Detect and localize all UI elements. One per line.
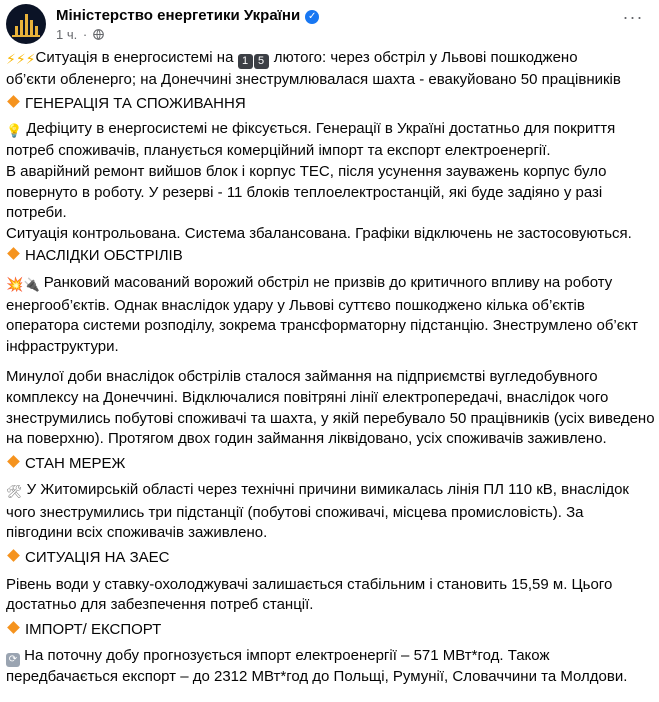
paragraph-line: півгодини всіх споживачів заживлено. bbox=[6, 524, 268, 542]
orange-diamond-icon bbox=[7, 549, 20, 562]
paragraph-line bbox=[6, 273, 651, 296]
explosion-icon: 💥 bbox=[6, 275, 24, 292]
post-meta bbox=[56, 27, 104, 42]
paragraph-line: Ситуація контрольована. Система збалансована. Графіки відключень не застосовуються. bbox=[6, 224, 632, 242]
paragraph-text: На поточну добу прогнозується імпорт електроенергії – 571 МВт*год. Також bbox=[20, 647, 550, 665]
section-title: ГЕНЕРАЦІЯ ТА СПОЖИВАННЯ bbox=[25, 95, 246, 113]
keycap-digit-icon: 1 bbox=[238, 54, 253, 69]
section-heading bbox=[6, 620, 651, 641]
orange-diamond-icon bbox=[7, 95, 20, 108]
paragraph-line: Рівень води у ставку-охолоджувачі залишається стабільним і становить 15,59 м. Цього bbox=[6, 575, 613, 593]
section-title: НАСЛІДКИ ОБСТРІЛІВ bbox=[25, 247, 183, 265]
headline-line bbox=[6, 48, 651, 70]
paragraph-line: знеструмились побутові споживачі та шахта, у якій перебувало 50 працівників (усіх виведено bbox=[6, 409, 655, 427]
paragraph-line: потреб споживачів, планується комерційний імпорт та експорт електроенергії. bbox=[6, 142, 551, 160]
section-title: ІМПОРТ/ ЕКСПОРТ bbox=[25, 620, 162, 638]
paragraph-text: У Житомирській області через технічні причини вимикалась лінія ПЛ 110 кВ, внаслідок bbox=[22, 481, 629, 499]
paragraph-text: Дефіциту в енергосистемі не фіксується. Генерації в Україні достатньо для покриття bbox=[22, 119, 616, 137]
paragraph-line: енергооб’єктів. Однак внаслідок удару у Львові суттєво пошкоджено кілька об’єктів bbox=[6, 296, 585, 314]
section-heading bbox=[6, 548, 651, 569]
section-heading bbox=[6, 94, 651, 115]
orange-diamond-icon bbox=[7, 621, 20, 634]
section-heading bbox=[6, 246, 651, 267]
paragraph-line: Минулої доби внаслідок обстрілів сталося займання на підприємстві вугледобувного bbox=[6, 368, 598, 386]
keycap-digit-icon: 5 bbox=[254, 54, 269, 69]
avatar-logo-bar bbox=[20, 20, 23, 36]
verified-badge-icon: ✓ bbox=[305, 10, 319, 24]
paragraph-line: інфраструктури. bbox=[6, 337, 119, 355]
paragraph-line bbox=[6, 119, 651, 142]
paragraph-line: достатньо для забезпечення потреб станції. bbox=[6, 596, 314, 614]
more-options-button[interactable]: ··· bbox=[622, 7, 644, 27]
avatar-logo-base bbox=[12, 35, 40, 37]
paragraph-text: Ранковий масований ворожий обстріл не призвів до критичного впливу на роботу bbox=[39, 273, 613, 291]
headline-line: об’єкти обленерго; на Донеччині знеструмлювалася шахта - евакуйовано 50 працівників bbox=[6, 70, 621, 88]
headline-text: лютого: через обстріл у Львові пошкоджено bbox=[269, 49, 578, 66]
paragraph-line: на поверхню). Протягом двох годин займання ліквідовано, усіх споживачів заживлено. bbox=[6, 430, 607, 448]
globe-icon[interactable] bbox=[93, 29, 104, 40]
paragraph-line bbox=[6, 646, 651, 667]
repeat-arrows-icon: ⟳ bbox=[6, 653, 20, 667]
section-title: СИТУАЦІЯ НА ЗАЕС bbox=[25, 549, 170, 567]
headline-text: Ситуація в енергосистемі на bbox=[35, 49, 238, 66]
avatar-logo-bar bbox=[30, 20, 33, 36]
post-header bbox=[6, 4, 659, 44]
post-body bbox=[6, 48, 655, 688]
paragraph-line: В аварійний ремонт вийшов блок і корпус ТЕС, після усунення зауважень корпус було bbox=[6, 162, 607, 180]
section-title: СТАН МЕРЕЖ bbox=[25, 454, 126, 472]
meta-separator: · bbox=[82, 27, 88, 42]
page-name-text: Міністерство енергетики України bbox=[56, 7, 301, 24]
post-timestamp[interactable]: 1 ч. bbox=[56, 27, 78, 42]
paragraph-line: потреби. bbox=[6, 204, 67, 222]
page-name-link[interactable] bbox=[56, 7, 319, 24]
avatar-logo-bar bbox=[25, 14, 28, 36]
orange-diamond-icon bbox=[7, 247, 20, 260]
page-avatar[interactable] bbox=[6, 4, 46, 44]
paragraph-line: повернуто в роботу. У резерві - 11 блоків теплоелектростанцій, які буде задіяно у разі bbox=[6, 183, 603, 201]
tools-icon: 🛠 bbox=[6, 484, 23, 500]
paragraph-line: чого знеструмились три підстанції (побутові споживачі, місцева промисловість). За bbox=[6, 503, 584, 521]
paragraph-line: передбачається експорт – до 2312 МВт*год до Польщі, Румунії, Словаччини та Молдови. bbox=[6, 668, 628, 686]
orange-diamond-icon bbox=[7, 455, 20, 468]
plug-icon: 🔌 bbox=[23, 276, 40, 292]
lightbulb-icon: 💡 bbox=[6, 122, 23, 138]
paragraph-gap bbox=[6, 357, 651, 367]
paragraph-line bbox=[6, 480, 651, 503]
paragraph-line: оператора системи розподілу, зокрема трансформаторну підстанцію. Знеструмлено об’єкт bbox=[6, 317, 639, 335]
paragraph-line: комплексу на Донеччині. Відключалися повітряні лінії електропередачі, внаслідок чого bbox=[6, 388, 609, 406]
section-heading bbox=[6, 454, 651, 475]
lightning-icon: ⚡⚡⚡ bbox=[6, 51, 36, 67]
